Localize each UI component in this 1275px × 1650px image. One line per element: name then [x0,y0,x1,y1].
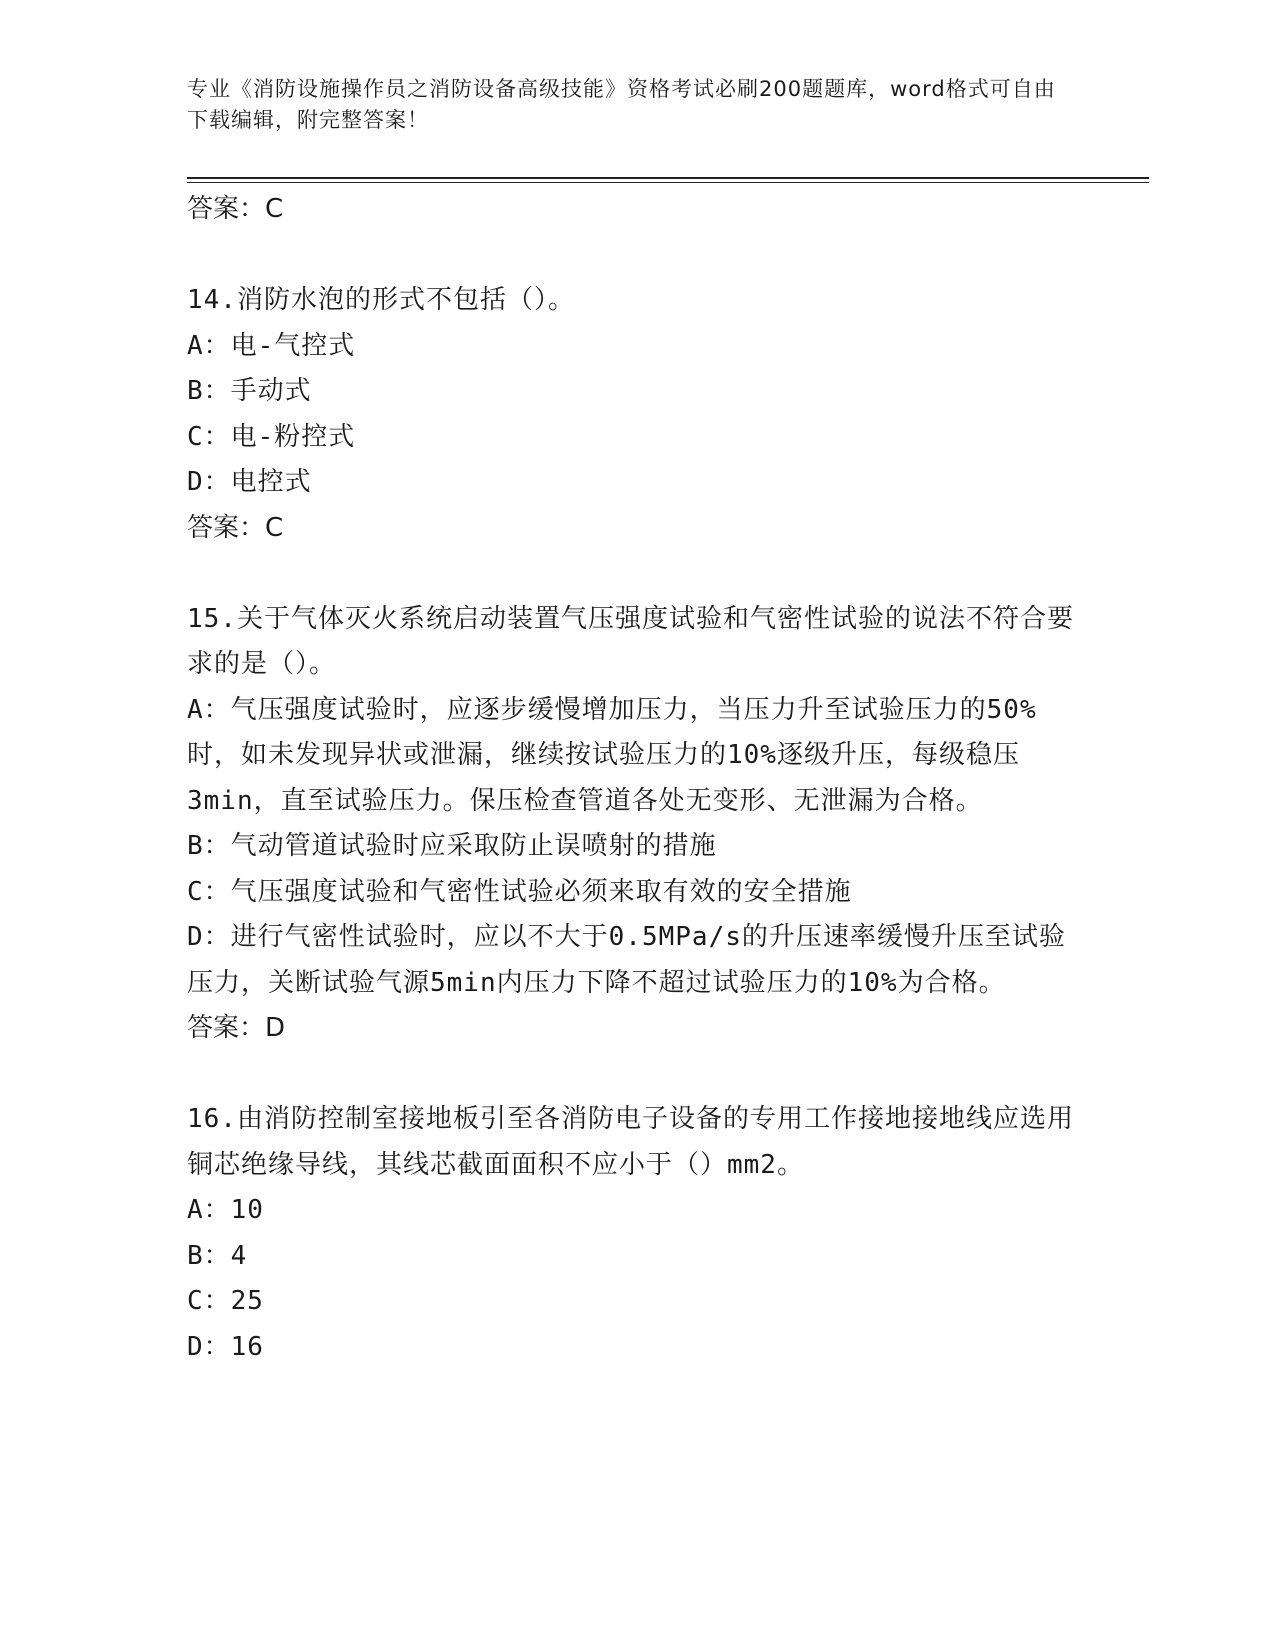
header-divider-thin [187,182,1149,183]
option-c: C：电-粉控式 [187,421,356,452]
option-d: D：16 [187,1331,264,1362]
answer-line: 答案：D [187,1013,286,1043]
option-a: A：电-气控式 [187,330,356,361]
answer-line: 答案：C [187,194,284,224]
option-b: B：4 [187,1240,248,1271]
page-header [187,74,1067,136]
spacer [187,551,1077,597]
option-c: C：气压强度试验和气密性试验必须来取有效的安全措施 [187,876,852,907]
option-c: C：25 [187,1286,264,1316]
option-d: D：进行气密性试验时，应以不大于0.5MPa/s的升压速率缓慢升压至试验压力，关断试验气源5min内压力下降不超过试验压力的10%为合格。 [187,922,1066,998]
option-b: B：手动式 [187,376,312,406]
question-block [187,597,1077,1052]
option-a: A：10 [187,1195,264,1225]
option-a: A：气压强度试验时，应逐步缓慢增加压力，当压力升至试验压力的50%时，如未发现异状或泄漏，继续按试验压力的10%逐级升压，每级稳压3min，直至试验压力。保压检查管道各处无变形、无泄漏为合格。 [187,694,1037,816]
header-text: 专业《消防设施操作员之消防设备高级技能》资格考试必刷200题题库，word格式可自由下载编辑，附完整答案！ [187,77,1056,132]
question-stem: 15.关于气体灭火系统启动装置气压强度试验和气密性试验的说法不符合要求的是（）。 [187,603,1074,679]
spacer [187,1052,1077,1098]
question-block [187,278,1077,551]
question-stem: 14.消防水泡的形式不包括（）。 [187,285,575,315]
spacer [187,233,1077,279]
document-body [187,187,1077,1370]
option-d: D：电控式 [187,467,312,497]
question-stem: 16.由消防控制室接地板引至各消防电子设备的专用工作接地接地线应选用铜芯绝缘导线，其线芯截面面积不应小于（）mm2。 [187,1104,1074,1180]
question-block [187,1097,1077,1370]
answer-line: 答案：C [187,512,284,543]
option-b: B：气动管道试验时应采取防止误喷射的措施 [187,831,717,861]
header-divider-thick [187,177,1149,179]
